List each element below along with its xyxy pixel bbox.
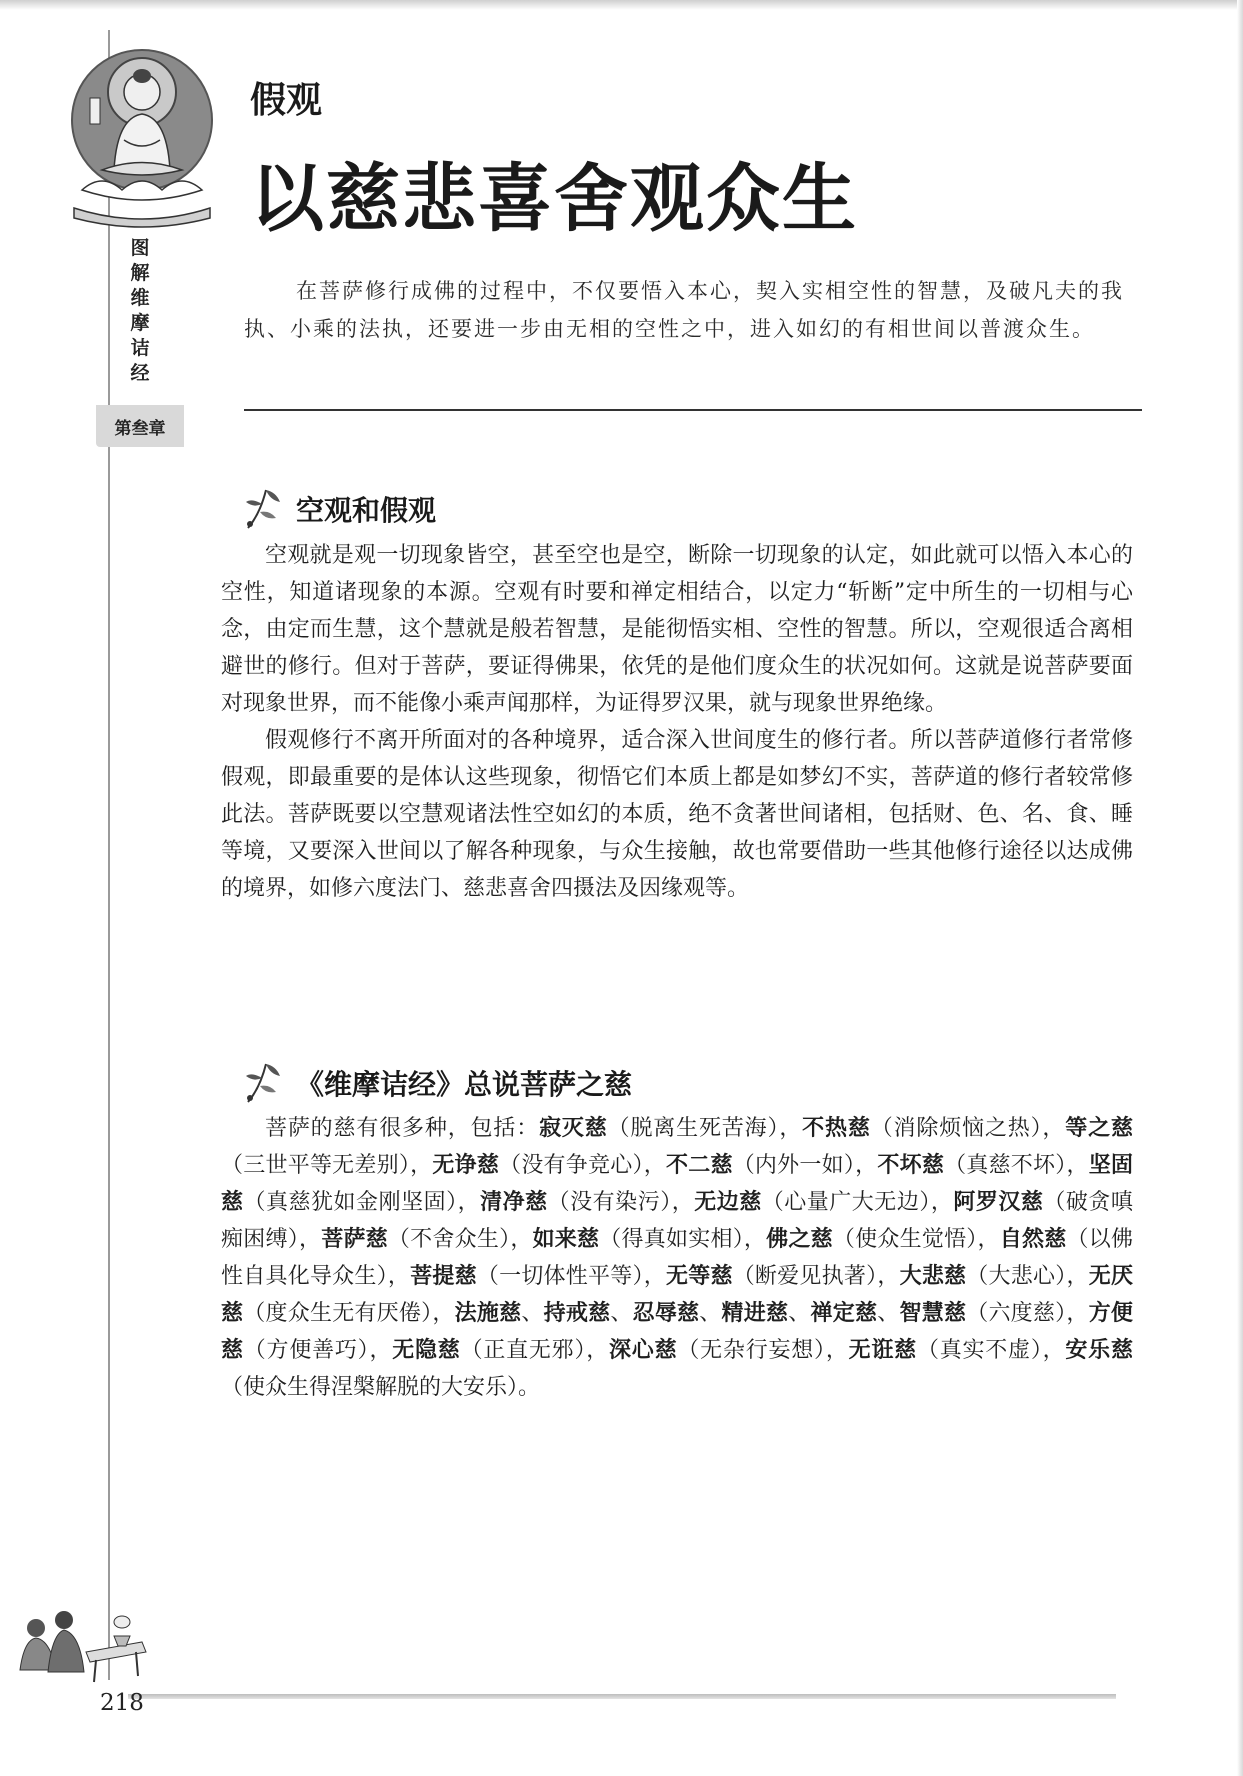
- virtue-name: 大悲慈: [899, 1263, 967, 1289]
- virtue-name: 禅定慈: [810, 1300, 878, 1326]
- section-kicker: 假观: [250, 80, 323, 121]
- virtue-note: （真实不虚），: [916, 1338, 1066, 1363]
- virtue-note: 、: [610, 1301, 633, 1326]
- virtue-note: （得真如实相），: [599, 1227, 767, 1252]
- virtue-name: 等之慈: [1065, 1115, 1133, 1141]
- page-title: 以慈悲喜舍观众生: [250, 156, 858, 242]
- virtue-name: 无隐慈: [392, 1337, 461, 1363]
- virtue-name: 不坏慈: [877, 1152, 945, 1178]
- virtue-name: 佛之慈: [766, 1226, 833, 1252]
- section-title-1: 空观和假观: [296, 494, 437, 527]
- page-edge-right: [1237, 0, 1243, 1776]
- virtue-name: 忍辱慈: [632, 1300, 700, 1326]
- virtue-note: （正直无邪），: [460, 1338, 610, 1363]
- virtue-note: （没有染污），: [547, 1190, 695, 1215]
- virtue-note: （度众生无有厌倦），: [243, 1301, 455, 1326]
- section-title-2: 《维摩诘经》总说菩萨之慈: [296, 1068, 633, 1101]
- virtue-note: （破贪嗔痴困缚），: [221, 1190, 1133, 1252]
- virtue-name: 安乐慈: [1065, 1337, 1133, 1363]
- virtue-note: （真慈不坏），: [944, 1153, 1089, 1178]
- virtue-note: （消除烦恼之热），: [870, 1116, 1066, 1141]
- virtue-name: 深心慈: [609, 1337, 678, 1363]
- virtue-name: 精进慈: [721, 1300, 789, 1326]
- virtue-note: （方便善巧），: [243, 1338, 393, 1363]
- virtue-note: （以佛性自具化导众生），: [221, 1227, 1133, 1289]
- virtue-note: （使众生觉悟），: [832, 1227, 1000, 1252]
- divider: [244, 409, 1142, 411]
- chapter-tab: 第叁章: [96, 405, 184, 447]
- virtue-name: 自然慈: [999, 1226, 1067, 1252]
- virtue-paragraph: [221, 1110, 1133, 1406]
- virtue-name: 无诤慈: [432, 1152, 500, 1178]
- virtue-name: 方便慈: [221, 1300, 1133, 1363]
- book-title-vertical: 图解维摩诘经: [130, 237, 150, 384]
- virtue-name: 寂灭慈: [539, 1115, 608, 1141]
- paragraph-1: 空观就是观一切现象皆空，甚至空也是空，断除一切现象的认定，如此就可以悟入本心的空性，知道诸现象的本源。空观有时要和禅定相结合，以定力“斩断”定中所生的一切相与心念，由定而生慧，这个慧就是般若智慧，是能彻悟实相、空性的智慧。所以，空观很适合离相避世的修行。但对于菩萨，要证得佛果，依凭的是他们度众生的状况如何。这就是说菩萨要面对现象世界，而不能像小乘声闻那样，为证得罗汉果，就与现象世界绝缘。: [221, 543, 1133, 716]
- page-number: 218: [100, 1690, 144, 1716]
- virtue-name: 清净慈: [480, 1189, 548, 1215]
- virtue-note: （心量广大无边），: [761, 1190, 954, 1215]
- scholars-figure-icon: [14, 1590, 154, 1685]
- virtue-note: 、: [877, 1301, 900, 1326]
- virtue-name: 菩提慈: [410, 1263, 477, 1289]
- buddha-medallion-icon: [62, 40, 222, 230]
- sprig-icon: [240, 1058, 290, 1108]
- section-heading-2: [240, 1058, 632, 1108]
- virtue-name: 法施慈: [454, 1300, 522, 1326]
- virtue-name: 无厌慈: [221, 1263, 1133, 1326]
- virtue-note: 、: [699, 1301, 722, 1326]
- virtue-note: （无杂行妄想），: [677, 1338, 849, 1363]
- virtue-name: 无边慈: [694, 1189, 762, 1215]
- virtue-name: 不二慈: [665, 1152, 733, 1178]
- margin-line: [108, 30, 110, 1680]
- section-body-1: [221, 537, 1133, 907]
- virtue-name: 持戒慈: [543, 1300, 611, 1326]
- footer-rule: [128, 1694, 1116, 1699]
- virtue-lead: 菩萨的慈有很多种，包括：: [265, 1116, 540, 1141]
- virtue-name: 无等慈: [665, 1263, 733, 1289]
- virtue-name: 阿罗汉慈: [953, 1189, 1044, 1215]
- virtue-note: （三世平等无差别），: [221, 1153, 433, 1178]
- virtue-note: （一切体性平等），: [476, 1264, 666, 1289]
- section-heading-1: [240, 484, 436, 534]
- virtue-name: 菩萨慈: [321, 1226, 388, 1252]
- virtue-note: （真慈犹如金刚坚固），: [243, 1190, 481, 1215]
- paragraph-2: 假观修行不离开所面对的各种境界，适合深入世间度生的修行者。所以菩萨道修行者常修假观，即最重要的是体认这些现象，彻悟它们本质上都是如梦幻不实，菩萨道的修行者较常修此法。菩萨既要以空慧观诸法性空如幻的本质，绝不贪著世间诸相，包括财、色、名、食、睡等境，又要深入世间以了解各种现象，与众生接触，故也常要借助一些其他修行途径以达成佛的境界，如修六度法门、慈悲喜舍四摄法及因缘观等。: [221, 728, 1133, 901]
- virtue-name: 如来慈: [532, 1226, 600, 1252]
- virtue-note: 、: [788, 1301, 811, 1326]
- virtue-note: （断爱见执著），: [732, 1264, 900, 1289]
- virtue-name: 无诳慈: [848, 1337, 917, 1363]
- virtue-note: （大悲心），: [966, 1264, 1089, 1289]
- virtue-name: 智慧慈: [899, 1300, 967, 1326]
- virtue-note: （六度慈），: [966, 1301, 1089, 1326]
- section-body-2: [221, 1110, 1133, 1406]
- virtue-note: （不舍众生），: [387, 1227, 533, 1252]
- virtue-note: （脱离生死苦海），: [607, 1116, 803, 1141]
- intro-paragraph: 在菩萨修行成佛的过程中，不仅要悟入本心，契入实相空性的智慧，及破凡夫的我执、小乘的法执，还要进一步由无相的空性之中，进入如幻的有相世间以普渡众生。: [244, 279, 1124, 341]
- virtue-name: 不热慈: [802, 1115, 871, 1141]
- virtue-note: （没有争竞心），: [499, 1153, 666, 1178]
- virtue-name: 坚固慈: [221, 1152, 1133, 1215]
- page-edge: [0, 0, 1243, 10]
- virtue-note: （内外一如），: [732, 1153, 878, 1178]
- virtue-note: 、: [521, 1301, 544, 1326]
- virtue-note: （使众生得涅槃解脱的大安乐）。: [221, 1375, 541, 1400]
- sprig-icon: [240, 484, 290, 534]
